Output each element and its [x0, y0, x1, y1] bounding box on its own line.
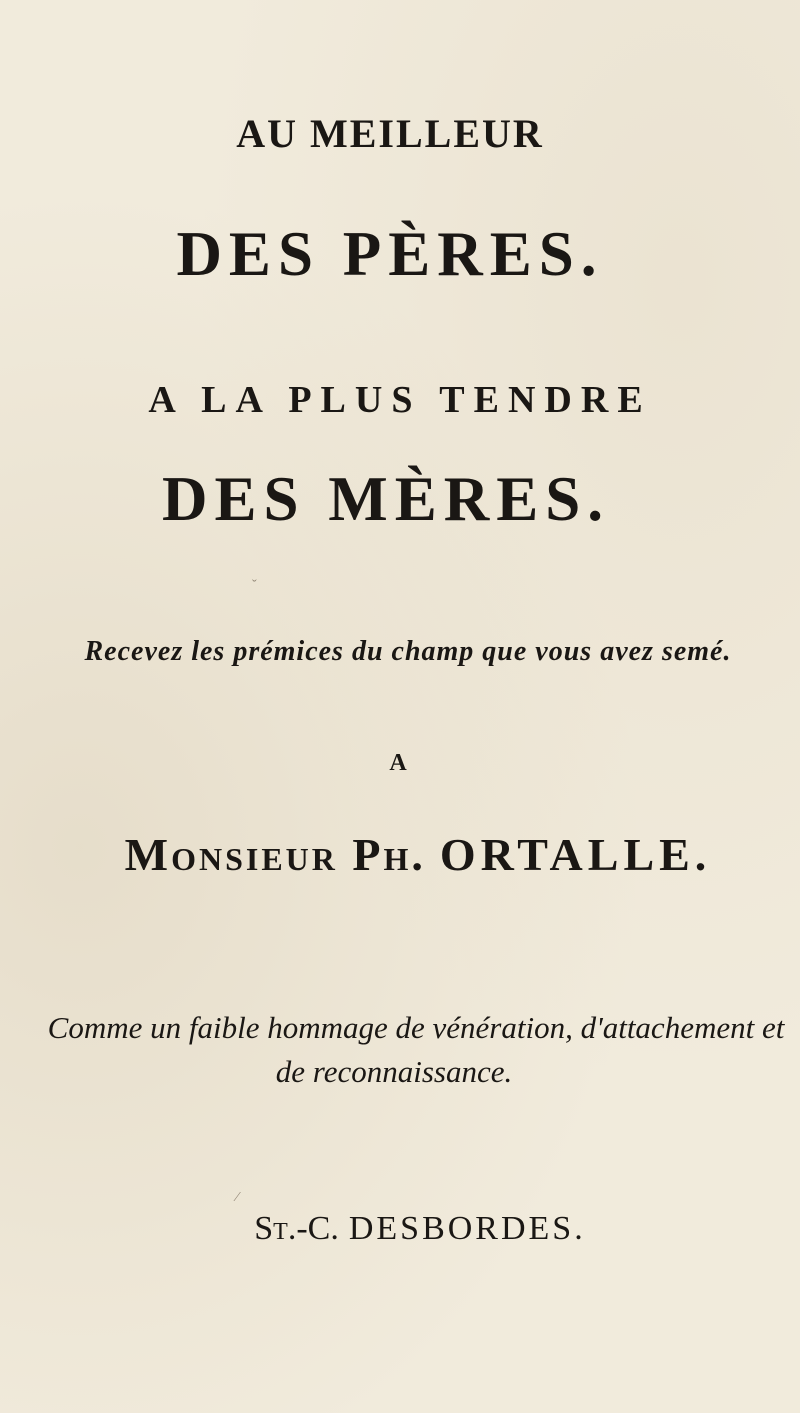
recipient-name: ORTALLE. — [439, 829, 712, 880]
recipient — [18, 828, 800, 881]
recipient-title: Monsieur Ph. — [124, 829, 426, 880]
author-signature — [150, 1210, 690, 1248]
dedication-line-des-peres: DES PÈRES. — [176, 219, 604, 289]
paper-speck: ˇ — [252, 578, 257, 593]
dedication-line-a-la-plus-tendre: A LA PLUS TENDRE — [148, 379, 652, 421]
homage-line-1: Comme un faible hommage de vénération, d'attachement et — [47, 1010, 785, 1045]
dedication-to: A — [389, 750, 407, 776]
dedication-line-des-meres: DES MÈRES. — [161, 464, 611, 534]
paper-speck: ⁄ — [236, 1190, 239, 1205]
author-initials: St.-C. — [254, 1210, 339, 1247]
author-name: DESBORDES. — [348, 1210, 586, 1247]
epigraph: Recevez les prémices du champ que vous avez semé. — [84, 636, 732, 667]
homage-line-2: de reconnaissance. — [275, 1054, 513, 1089]
dedication-line-au-meilleur: AU MEILLEUR — [236, 111, 544, 156]
